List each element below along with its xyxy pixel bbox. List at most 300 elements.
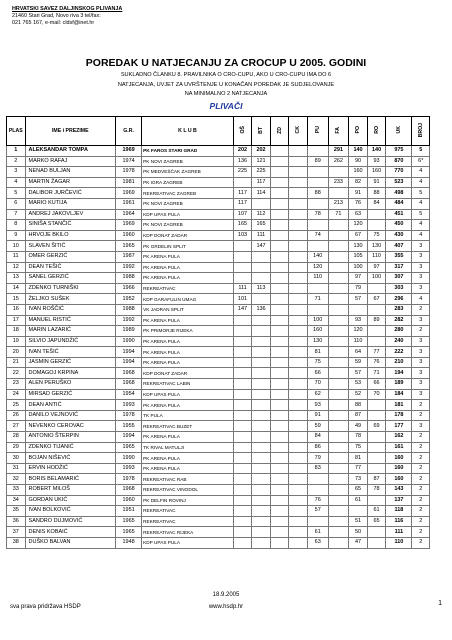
count-cell: 2 (412, 537, 430, 548)
table-row (7, 474, 430, 485)
os-cell (233, 336, 252, 347)
pu-cell: 84 (307, 432, 328, 443)
table-row (7, 368, 430, 379)
name-cell: DALIBOR JURČEVIĆ (25, 188, 115, 199)
place-cell: 32 (7, 474, 26, 485)
count-cell: 2 (412, 463, 430, 474)
fa-cell (328, 389, 349, 400)
table-row (7, 410, 430, 421)
table-row (7, 146, 430, 157)
fa-cell (328, 188, 349, 199)
table-row (7, 273, 430, 284)
zd-cell (270, 389, 289, 400)
os-cell: 103 (233, 230, 252, 241)
col-plas: PLAS (7, 117, 26, 146)
os-cell (233, 315, 252, 326)
place-cell: 10 (7, 241, 26, 252)
col-fa (328, 117, 349, 146)
zd-cell (270, 368, 289, 379)
bt-cell: 111 (252, 230, 271, 241)
name-cell: JASMIN GERZIĆ (25, 357, 115, 368)
year-cell: 1993 (116, 400, 142, 411)
fa-cell (328, 357, 349, 368)
place-cell: 35 (7, 506, 26, 517)
table-row (7, 230, 430, 241)
col-os (233, 117, 252, 146)
name-cell: IVAN ROŠČIĆ (25, 304, 115, 315)
bt-cell (252, 262, 271, 273)
name-cell: MARKO RAFAJ (25, 156, 115, 167)
results-table (6, 116, 430, 549)
count-cell: 6* (412, 156, 430, 167)
fa-cell (328, 453, 349, 464)
club-cell: PK ARENA PULA (142, 262, 234, 273)
pu-cell (307, 485, 328, 496)
club-cell: PK ARENA PULA (142, 251, 234, 262)
category-subtitle: PLIVAČI (209, 101, 243, 111)
ck-cell (289, 432, 308, 443)
club-cell: REKREATIVAC (142, 283, 234, 294)
table-row (7, 379, 430, 390)
year-cell: 1969 (116, 220, 142, 231)
bt-cell (252, 516, 271, 527)
name-cell: MARTIN ŽAGAR (25, 177, 115, 188)
name-cell: MANUEL RISTIĆ (25, 315, 115, 326)
po-cell: 49 (349, 421, 368, 432)
name-cell: SANEL GERZIĆ (25, 273, 115, 284)
year-cell: 1994 (116, 347, 142, 358)
footer-rights: sva prava pridržava HSDP (10, 604, 81, 610)
table-row (7, 262, 430, 273)
name-cell: SLAVEN ŠITIĆ (25, 241, 115, 252)
name-cell: ŽELJKO SUŠEK (25, 294, 115, 305)
count-cell: 3 (412, 368, 430, 379)
os-cell (233, 262, 252, 273)
bt-cell (252, 326, 271, 337)
name-cell: IVAN TEŠIĆ (25, 347, 115, 358)
ro-cell: 110 (367, 251, 386, 262)
pu-cell: 78 (307, 209, 328, 220)
po-cell (349, 506, 368, 517)
name-cell: GORDAN UKIĆ (25, 495, 115, 506)
col-broj (412, 117, 430, 146)
fa-cell (328, 241, 349, 252)
bt-cell (252, 421, 271, 432)
col-po (349, 117, 368, 146)
bt-cell (252, 347, 271, 358)
zd-cell (270, 495, 289, 506)
os-cell (233, 485, 252, 496)
place-cell: 29 (7, 442, 26, 453)
ro-cell: 87 (367, 474, 386, 485)
ro-cell: 88 (367, 188, 386, 199)
ro-cell: 75 (367, 230, 386, 241)
os-cell (233, 453, 252, 464)
fa-cell: 71 (328, 209, 349, 220)
club-cell: REKREATIVAC RAB (142, 474, 234, 485)
total-cell: 181 (386, 400, 412, 411)
pu-cell: 110 (307, 273, 328, 284)
year-cell: 1961 (116, 198, 142, 209)
fa-cell (328, 368, 349, 379)
total-cell: 184 (386, 389, 412, 400)
org-contact: 021 765 167, e-mail: cldsf@inet.hr (12, 20, 95, 27)
count-cell: 4 (412, 230, 430, 241)
table-row (7, 389, 430, 400)
place-cell: 1 (7, 146, 26, 157)
bt-cell: 202 (252, 146, 271, 157)
place-cell: 17 (7, 315, 26, 326)
fa-cell (328, 230, 349, 241)
zd-cell (270, 177, 289, 188)
ro-cell (367, 463, 386, 474)
ro-cell (367, 283, 386, 294)
count-cell: 2 (412, 474, 430, 485)
name-cell: DOMAGOJ KRPINA (25, 368, 115, 379)
table-row (7, 283, 430, 294)
fa-cell: 233 (328, 177, 349, 188)
fa-cell (328, 516, 349, 527)
ck-cell (289, 294, 308, 305)
zd-cell (270, 357, 289, 368)
bt-cell (252, 463, 271, 474)
bt-cell (252, 442, 271, 453)
zd-cell (270, 294, 289, 305)
club-cell: KDP UPAS PULA (142, 209, 234, 220)
ck-cell (289, 453, 308, 464)
intro-line-3: NA MINIMALNO 2 NATJECANJA (184, 91, 268, 97)
place-cell: 38 (7, 537, 26, 548)
ck-cell (289, 304, 308, 315)
pu-cell (307, 516, 328, 527)
table-row (7, 432, 430, 443)
club-cell: PK FAROS STARI GRAD (142, 146, 234, 157)
zd-cell (270, 485, 289, 496)
bt-cell: 147 (252, 241, 271, 252)
name-cell: DEAN ANTIĆ (25, 400, 115, 411)
club-cell: PK ARENA PULA (142, 453, 234, 464)
po-cell: 100 (349, 262, 368, 273)
total-cell: 280 (386, 326, 412, 337)
table-row (7, 453, 430, 464)
year-cell: 1992 (116, 262, 142, 273)
po-cell: 57 (349, 294, 368, 305)
club-cell: REKREATIVAC (142, 516, 234, 527)
ck-cell (289, 156, 308, 167)
year-cell: 1965 (116, 516, 142, 527)
count-cell: 5 (412, 146, 430, 157)
po-cell: 50 (349, 527, 368, 538)
pu-cell: 93 (307, 400, 328, 411)
pu-cell: 74 (307, 230, 328, 241)
year-cell: 1981 (116, 177, 142, 188)
org-header (12, 6, 122, 28)
footer-date: 18.9.2005 (212, 592, 240, 598)
ck-cell (289, 485, 308, 496)
bt-cell (252, 294, 271, 305)
year-cell: 1990 (116, 336, 142, 347)
club-cell: PK NOVI ZAGREB (142, 156, 234, 167)
fa-cell (328, 463, 349, 474)
club-cell: REKREATIVAC RIJEKA (142, 527, 234, 538)
pu-cell: 100 (307, 315, 328, 326)
ck-cell (289, 442, 308, 453)
fa-cell (328, 273, 349, 284)
year-cell: 1969 (116, 146, 142, 157)
year-cell: 1978 (116, 410, 142, 421)
place-cell: 12 (7, 262, 26, 273)
bt-cell (252, 527, 271, 538)
club-cell: KDP DONAT ZADAR (142, 230, 234, 241)
fa-cell (328, 283, 349, 294)
zd-cell (270, 230, 289, 241)
col-ck-label: CK (295, 126, 302, 134)
place-cell: 4 (7, 177, 26, 188)
po-cell: 105 (349, 251, 368, 262)
total-cell: 450 (386, 220, 412, 231)
bt-cell: 165 (252, 220, 271, 231)
col-ro (367, 117, 386, 146)
po-cell: 110 (349, 336, 368, 347)
pu-cell: 57 (307, 506, 328, 517)
pu-cell: 83 (307, 463, 328, 474)
ro-cell (367, 432, 386, 443)
fa-cell (328, 251, 349, 262)
po-cell: 63 (349, 209, 368, 220)
total-cell: 110 (386, 537, 412, 548)
place-cell: 14 (7, 283, 26, 294)
zd-cell (270, 188, 289, 199)
pu-cell: 62 (307, 389, 328, 400)
year-cell: 1978 (116, 167, 142, 178)
po-cell: 87 (349, 410, 368, 421)
col-bt-label: BT (258, 126, 265, 134)
total-cell: 222 (386, 347, 412, 358)
pu-cell (307, 283, 328, 294)
bt-cell (252, 336, 271, 347)
os-cell: 111 (233, 283, 252, 294)
table-row (7, 527, 430, 538)
name-cell: DENIS KOBAIĆ (25, 527, 115, 538)
pu-cell (307, 198, 328, 209)
po-cell: 59 (349, 357, 368, 368)
ro-cell: 160 (367, 167, 386, 178)
os-cell (233, 474, 252, 485)
fa-cell (328, 315, 349, 326)
po-cell: 57 (349, 368, 368, 379)
pu-cell: 70 (307, 379, 328, 390)
count-cell: 2 (412, 453, 430, 464)
zd-cell (270, 326, 289, 337)
ro-cell (367, 442, 386, 453)
count-cell: 3 (412, 336, 430, 347)
year-cell: 1965 (116, 241, 142, 252)
pu-cell: 71 (307, 294, 328, 305)
club-cell: VK JADRAN SPLIT (142, 304, 234, 315)
os-cell (233, 495, 252, 506)
club-cell: PK ARENA PULA (142, 432, 234, 443)
bt-cell: 113 (252, 283, 271, 294)
ck-cell (289, 198, 308, 209)
year-cell: 1969 (116, 188, 142, 199)
club-cell: KDP UPAS PULA (142, 389, 234, 400)
year-cell: 1952 (116, 294, 142, 305)
zd-cell (270, 506, 289, 517)
os-cell (233, 177, 252, 188)
club-cell: PK ARENA PULA (142, 273, 234, 284)
bt-cell (252, 485, 271, 496)
club-cell: TK RIVAL MATULJI (142, 442, 234, 453)
ro-cell: 76 (367, 357, 386, 368)
name-cell: DEAN TEŠIĆ (25, 262, 115, 273)
count-cell: 4 (412, 167, 430, 178)
os-cell: 101 (233, 294, 252, 305)
table-row (7, 315, 430, 326)
table-row (7, 516, 430, 527)
place-cell: 9 (7, 230, 26, 241)
table-row (7, 506, 430, 517)
ro-cell: 70 (367, 389, 386, 400)
zd-cell (270, 463, 289, 474)
year-cell: 1954 (116, 389, 142, 400)
place-cell: 6 (7, 198, 26, 209)
name-cell: HRVOJE BKILO (25, 230, 115, 241)
club-cell: PK MEDVEŠČAK ZAGREB (142, 167, 234, 178)
count-cell: 2 (412, 485, 430, 496)
total-cell: 498 (386, 188, 412, 199)
place-cell: 22 (7, 368, 26, 379)
zd-cell (270, 315, 289, 326)
club-cell: PK ARENA PULA (142, 357, 234, 368)
year-cell: 1964 (116, 209, 142, 220)
ro-cell (367, 326, 386, 337)
ck-cell (289, 506, 308, 517)
count-cell: 2 (412, 400, 430, 411)
bt-cell: 117 (252, 177, 271, 188)
ro-cell (367, 537, 386, 548)
os-cell (233, 527, 252, 538)
bt-cell (252, 506, 271, 517)
fa-cell (328, 506, 349, 517)
fa-cell (328, 495, 349, 506)
os-cell (233, 516, 252, 527)
pu-cell (307, 220, 328, 231)
name-cell: MARIN LAZARIĆ (25, 326, 115, 337)
pu-cell: 160 (307, 326, 328, 337)
po-cell: 130 (349, 241, 368, 252)
ck-cell (289, 379, 308, 390)
club-cell: KDP UPAS PULA (142, 537, 234, 548)
ck-cell (289, 421, 308, 432)
pu-cell: 75 (307, 357, 328, 368)
fa-cell (328, 304, 349, 315)
bt-cell (252, 410, 271, 421)
total-cell: 870 (386, 156, 412, 167)
total-cell: 177 (386, 421, 412, 432)
col-bt (252, 117, 271, 146)
year-cell: 1960 (116, 495, 142, 506)
total-cell: 161 (386, 442, 412, 453)
ck-cell (289, 368, 308, 379)
ck-cell (289, 347, 308, 358)
table-row (7, 495, 430, 506)
pu-cell (307, 474, 328, 485)
zd-cell (270, 527, 289, 538)
bt-cell (252, 315, 271, 326)
os-cell: 202 (233, 146, 252, 157)
count-cell: 2 (412, 304, 430, 315)
ro-cell: 100 (367, 273, 386, 284)
fa-cell (328, 432, 349, 443)
fa-cell (328, 410, 349, 421)
bt-cell (252, 389, 271, 400)
po-cell: 120 (349, 220, 368, 231)
year-cell: 1992 (116, 315, 142, 326)
po-cell: 67 (349, 230, 368, 241)
total-cell: 137 (386, 495, 412, 506)
ck-cell (289, 400, 308, 411)
year-cell: 1994 (116, 357, 142, 368)
ck-cell (289, 241, 308, 252)
year-cell: 1968 (116, 368, 142, 379)
po-cell: 76 (349, 198, 368, 209)
os-cell (233, 421, 252, 432)
col-os-label: OŠ (239, 126, 246, 134)
pu-cell: 89 (307, 156, 328, 167)
po-cell: 90 (349, 156, 368, 167)
place-cell: 13 (7, 273, 26, 284)
name-cell: DANILO VEJNOVIĆ (25, 410, 115, 421)
fa-cell (328, 294, 349, 305)
fa-cell (328, 400, 349, 411)
year-cell: 1990 (116, 453, 142, 464)
zd-cell (270, 167, 289, 178)
place-cell: 27 (7, 421, 26, 432)
zd-cell (270, 336, 289, 347)
place-cell: 23 (7, 379, 26, 390)
total-cell: 240 (386, 336, 412, 347)
po-cell: 65 (349, 485, 368, 496)
place-cell: 8 (7, 220, 26, 231)
count-cell: 2 (412, 326, 430, 337)
year-cell: 1965 (116, 527, 142, 538)
os-cell (233, 273, 252, 284)
zd-cell (270, 400, 289, 411)
total-cell: 143 (386, 485, 412, 496)
table-row (7, 241, 430, 252)
pu-cell: 86 (307, 442, 328, 453)
zd-cell (270, 304, 289, 315)
count-cell: 2 (412, 442, 430, 453)
os-cell: 117 (233, 188, 252, 199)
pu-cell: 120 (307, 262, 328, 273)
place-cell: 34 (7, 495, 26, 506)
name-cell: ANTONIO ŠTERPIN (25, 432, 115, 443)
ro-cell: 130 (367, 241, 386, 252)
total-cell: 189 (386, 379, 412, 390)
bt-cell (252, 432, 271, 443)
page-number: 1 (438, 600, 442, 607)
os-cell (233, 251, 252, 262)
po-cell: 82 (349, 177, 368, 188)
pu-cell: 66 (307, 368, 328, 379)
zd-cell (270, 251, 289, 262)
zd-cell (270, 379, 289, 390)
table-body (7, 146, 430, 549)
zd-cell (270, 283, 289, 294)
name-cell: DUŠKO BALVAN (25, 537, 115, 548)
name-cell: ALEKSANDAR TOMPA (25, 146, 115, 157)
